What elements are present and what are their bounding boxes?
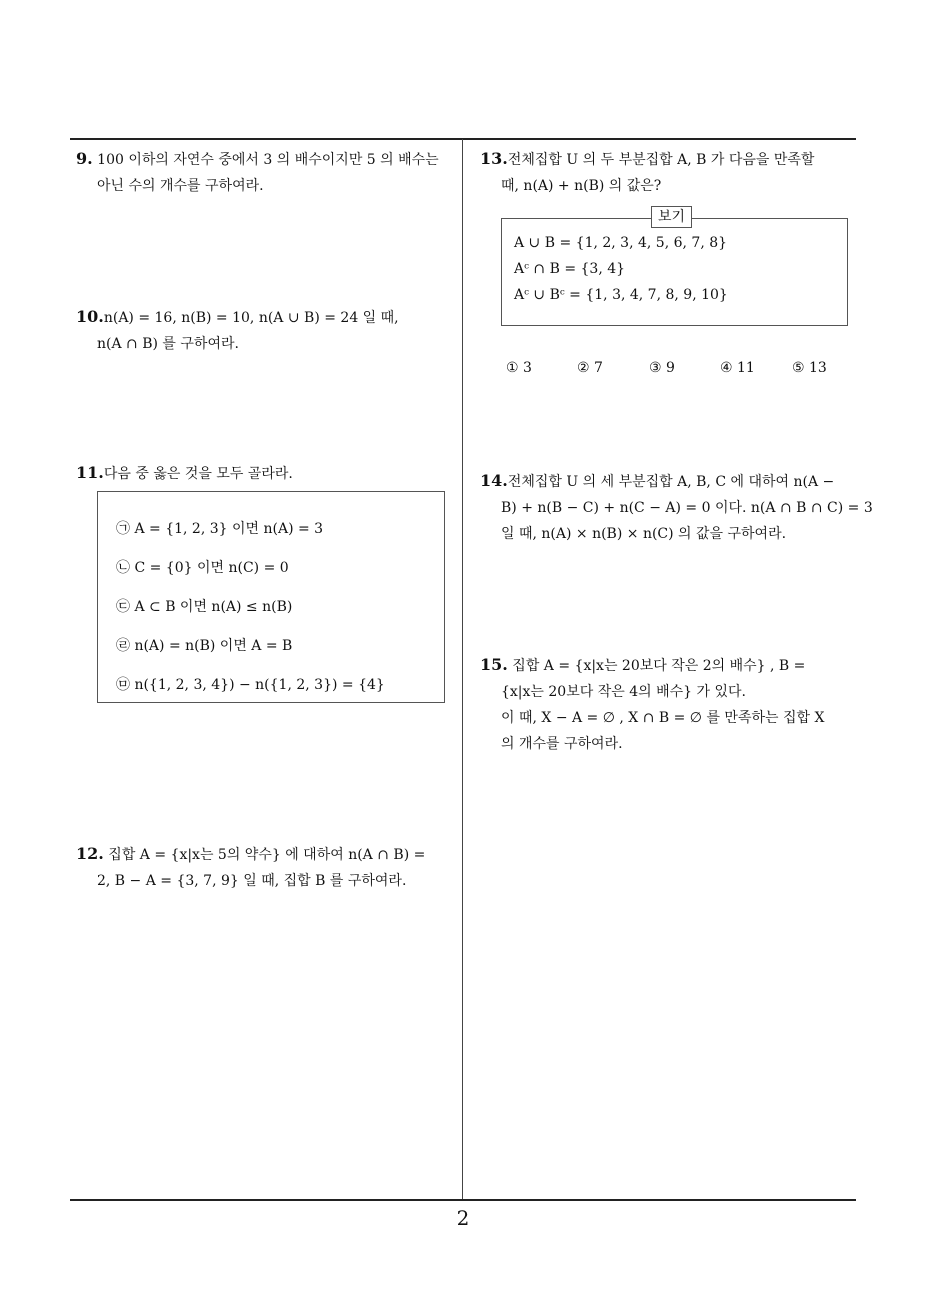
option-item: ㉤ n({1, 2, 3, 4}) − n({1, 2, 3}) = {4}	[116, 677, 385, 693]
option-item: ㉠ A = {1, 2, 3} 이면 n(A) = 3	[116, 521, 324, 537]
option-item: ㉡ C = {0} 이면 n(C) = 0	[116, 560, 289, 576]
question-text: 다음 중 옳은 것을 모두 골라라.	[103, 466, 293, 482]
column-divider	[462, 139, 463, 1200]
page-number: 2	[456, 1206, 470, 1230]
question-15	[480, 652, 824, 757]
question-number: 9.	[76, 149, 93, 168]
question-number: 11.	[76, 463, 104, 482]
answer-choice: ② 7	[577, 360, 603, 376]
question-number: 10.	[76, 307, 104, 326]
question-text: n(A ∩ B) 를 구하여라.	[97, 336, 239, 352]
example-box	[501, 218, 848, 326]
question-text: 이 때, X − A = ∅ , X ∩ B = ∅ 를 만족하는 집합 X	[501, 710, 825, 726]
question-number: 15.	[480, 655, 508, 674]
question-13	[480, 146, 814, 199]
bottom-rule	[70, 1199, 856, 1201]
question-text: n(A) = 16, n(B) = 10, n(A ∪ B) = 24 일 때,	[103, 310, 399, 326]
example-item: Aᶜ ∪ Bᶜ = {1, 3, 4, 7, 8, 9, 10}	[514, 287, 728, 303]
question-number: 14.	[480, 471, 508, 490]
question-text: B) + n(B − C) + n(C − A) = 0 이다. n(A ∩ B ∩ C) = 3	[501, 500, 873, 516]
question-9	[76, 146, 439, 199]
question-text: 일 때, n(A) × n(B) × n(C) 의 값을 구하여라.	[501, 526, 787, 542]
question-14	[480, 468, 873, 547]
question-11	[76, 460, 293, 487]
question-text: 2, B − A = {3, 7, 9} 일 때, 집합 B 를 구하여라.	[97, 873, 407, 889]
example-box-title: 보기	[651, 206, 692, 228]
question-text: 때, n(A) + n(B) 의 값은?	[501, 178, 662, 194]
answer-choice: ④ 11	[720, 360, 755, 376]
question-text: 집합 A = {x|x는 20보다 작은 2의 배수} , B =	[512, 658, 806, 674]
example-item: A ∪ B = {1, 2, 3, 4, 5, 6, 7, 8}	[514, 235, 728, 251]
answer-choice: ① 3	[506, 360, 532, 376]
question-text: 집합 A = {x|x는 5의 약수} 에 대하여 n(A ∩ B) =	[108, 847, 426, 863]
answer-choice: ⑤ 13	[792, 360, 827, 376]
options-box	[97, 491, 445, 703]
option-item: ㉣ n(A) = n(B) 이면 A = B	[116, 638, 293, 654]
question-text: 100 이하의 자연수 중에서 3 의 배수이지만 5 의 배수는	[97, 152, 439, 168]
question-text: 전체집합 U 의 두 부분집합 A, B 가 다음을 만족할	[507, 152, 815, 168]
example-item: Aᶜ ∩ B = {3, 4}	[514, 261, 626, 277]
question-text: 의 개수를 구하여라.	[501, 736, 623, 752]
question-text: {x|x는 20보다 작은 4의 배수} 가 있다.	[501, 684, 746, 700]
answer-choice: ③ 9	[649, 360, 675, 376]
question-10	[76, 304, 399, 357]
question-number: 12.	[76, 844, 104, 863]
question-text: 아닌 수의 개수를 구하여라.	[97, 178, 264, 194]
question-12	[76, 841, 425, 894]
question-text: 전체집합 U 의 세 부분집합 A, B, C 에 대하여 n(A −	[507, 474, 835, 490]
question-number: 13.	[480, 149, 508, 168]
option-item: ㉢ A ⊂ B 이면 n(A) ≤ n(B)	[116, 599, 293, 615]
